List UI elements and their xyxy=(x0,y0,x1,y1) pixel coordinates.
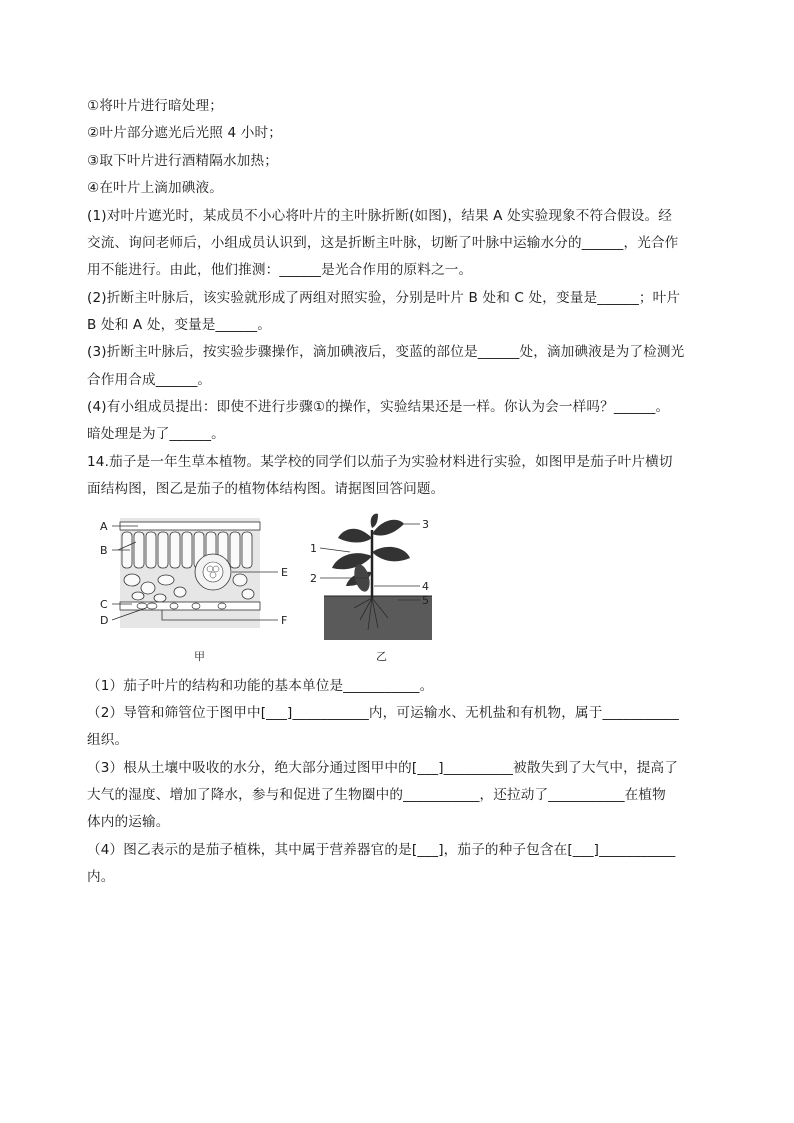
text-line: 交流、询问老师后，小组成员认识到，这是折断主叶脉，切断了叶脉中运输水分的______，光合作 xyxy=(87,235,679,251)
subquestion-3: （3）根从土壤中吸收的水分，绝大部分通过图甲中的[___]__________被散失到了大气中，提高了 xyxy=(87,760,679,776)
text-line: ④在叶片上滴加碘液。 xyxy=(87,180,224,196)
text-line: (3)折断主叶脉后，按实验步骤操作，滴加碘液后，变蓝的部位是______处，滴加碘液是为了检测光 xyxy=(87,344,685,360)
text-line: B 处和 A 处，变量是______。 xyxy=(87,317,271,333)
text-line: (1)对叶片遮光时，某成员不小心将叶片的主叶脉折断(如图)，结果 A 处实验现象不符合假设。经 xyxy=(87,208,673,224)
subquestion-1: （1）茄子叶片的结构和功能的基本单位是___________。 xyxy=(87,678,434,694)
subquestion-2: （2）导管和筛管位于图甲中[___]___________内，可运输水、无机盐和有机物，属于___________ xyxy=(87,705,679,721)
label-1: 1 xyxy=(310,542,317,555)
label-a: A xyxy=(100,520,108,533)
caption-yi: 乙 xyxy=(376,650,387,663)
figure-leaf-and-plant xyxy=(98,508,438,668)
label-b: B xyxy=(100,544,108,557)
label-4: 4 xyxy=(422,580,429,593)
leaf-cross-section-diagram xyxy=(100,518,288,663)
eggplant-plant-diagram xyxy=(310,514,432,663)
text-line: 体内的运输。 xyxy=(87,814,170,830)
caption-jia: 甲 xyxy=(194,650,205,663)
text-line: 暗处理是为了______。 xyxy=(87,426,225,442)
label-c: C xyxy=(100,598,108,611)
subquestion-4: （4）图乙表示的是茄子植株，其中属于营养器官的是[___]，茄子的种子包含在[___]___________ xyxy=(87,842,676,858)
text-line: 面结构图，图乙是茄子的植物体结构图。请据图回答问题。 xyxy=(87,481,445,497)
text-line: 合作用合成______。 xyxy=(87,372,212,388)
text-line: 组织。 xyxy=(87,732,129,748)
label-d: D xyxy=(100,614,109,627)
label-5: 5 xyxy=(422,594,429,607)
question-14-stem: 14.茄子是一年生草本植物。某学校的同学们以茄子为实验材料进行实验，如图甲是茄子叶片横切 xyxy=(87,454,673,470)
text-line: (2)折断主叶脉后，该实验就形成了两组对照实验，分别是叶片 B 处和 C 处，变量是______；叶片 xyxy=(87,290,681,306)
text-line: 大气的湿度、增加了降水，参与和促进了生物圈中的___________，还拉动了___________在植物 xyxy=(87,787,666,803)
text-line: 内。 xyxy=(87,869,115,885)
label-f: F xyxy=(281,614,288,627)
label-3: 3 xyxy=(422,518,429,531)
label-e: E xyxy=(281,566,288,579)
text-line: ①将叶片进行暗处理； xyxy=(87,98,224,114)
label-2: 2 xyxy=(310,572,317,585)
text-line: (4)有小组成员提出：即使不进行步骤①的操作，实验结果还是一样。你认为会一样吗？______。 xyxy=(87,399,670,415)
text-line: 用不能进行。由此，他们推测：______是光合作用的原料之一。 xyxy=(87,262,473,278)
text-line: ③取下叶片进行酒精隔水加热； xyxy=(87,153,279,169)
text-line: ②叶片部分遮光后光照 4 小时； xyxy=(87,125,283,141)
